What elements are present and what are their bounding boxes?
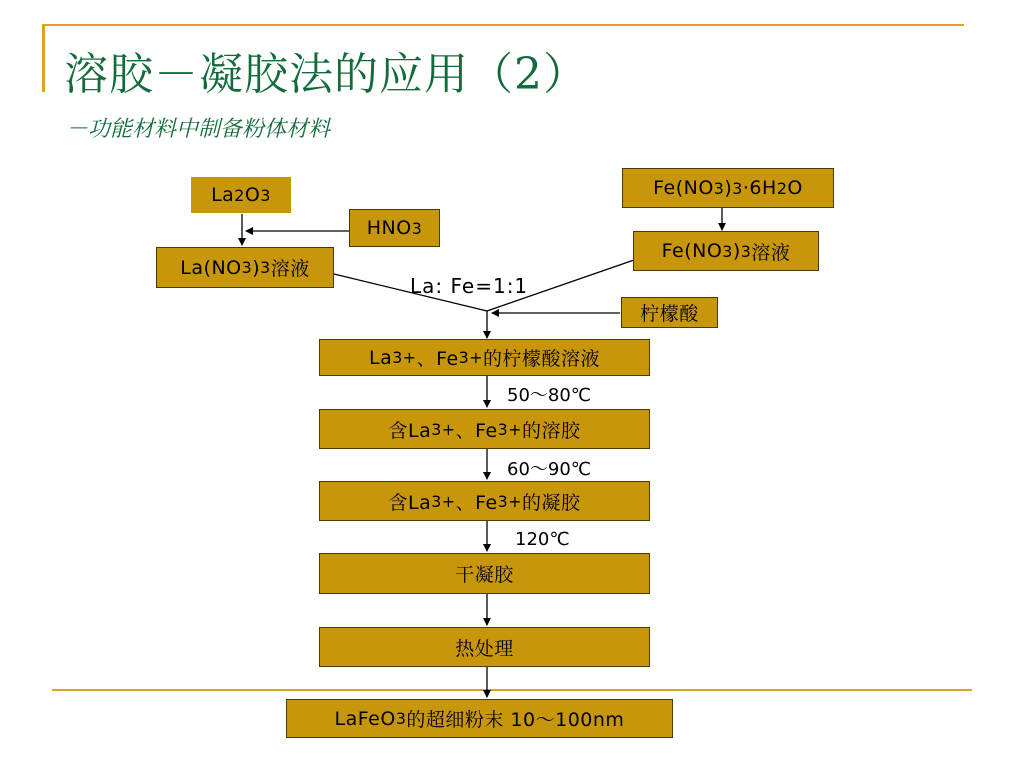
- box-heat-treatment: 热处理: [319, 627, 650, 667]
- temperature-label-3: 120℃: [515, 529, 570, 550]
- box-dry-gel: 干凝胶: [319, 553, 650, 594]
- box-product: LaFeO 3 的超细粉末 10～100nm: [286, 699, 673, 738]
- box-hno3: HNO 3: [349, 209, 440, 247]
- box-la-nitrate-solution: La(NO 3 ) 3 溶液: [156, 247, 334, 288]
- box-sol: 含La 3+ 、Fe 3+ 的溶胶: [319, 409, 650, 449]
- temperature-label-2: 60～90℃: [507, 459, 592, 480]
- box-gel: 含La 3+ 、Fe 3+ 的凝胶: [319, 481, 650, 521]
- box-fe-nitrate-hydrate: Fe(NO 3 ) 3 · 6H 2 O: [622, 168, 834, 208]
- box-la2o3: La 2 O 3: [191, 177, 291, 213]
- box-citrate-solution: La 3+ 、Fe 3+ 的柠檬酸溶液: [319, 339, 650, 376]
- slide-title: 溶胶－凝胶法的应用（2）: [64, 49, 588, 100]
- box-fe-nitrate-solution: Fe(NO 3 ) 3 溶液: [633, 231, 819, 271]
- slide-subtitle: －功能材料中制备粉体材料: [66, 117, 331, 142]
- ratio-label: La: Fe=1:1: [410, 274, 529, 298]
- box-citric-acid: 柠檬酸: [621, 297, 718, 328]
- temperature-label-1: 50～80℃: [507, 385, 592, 406]
